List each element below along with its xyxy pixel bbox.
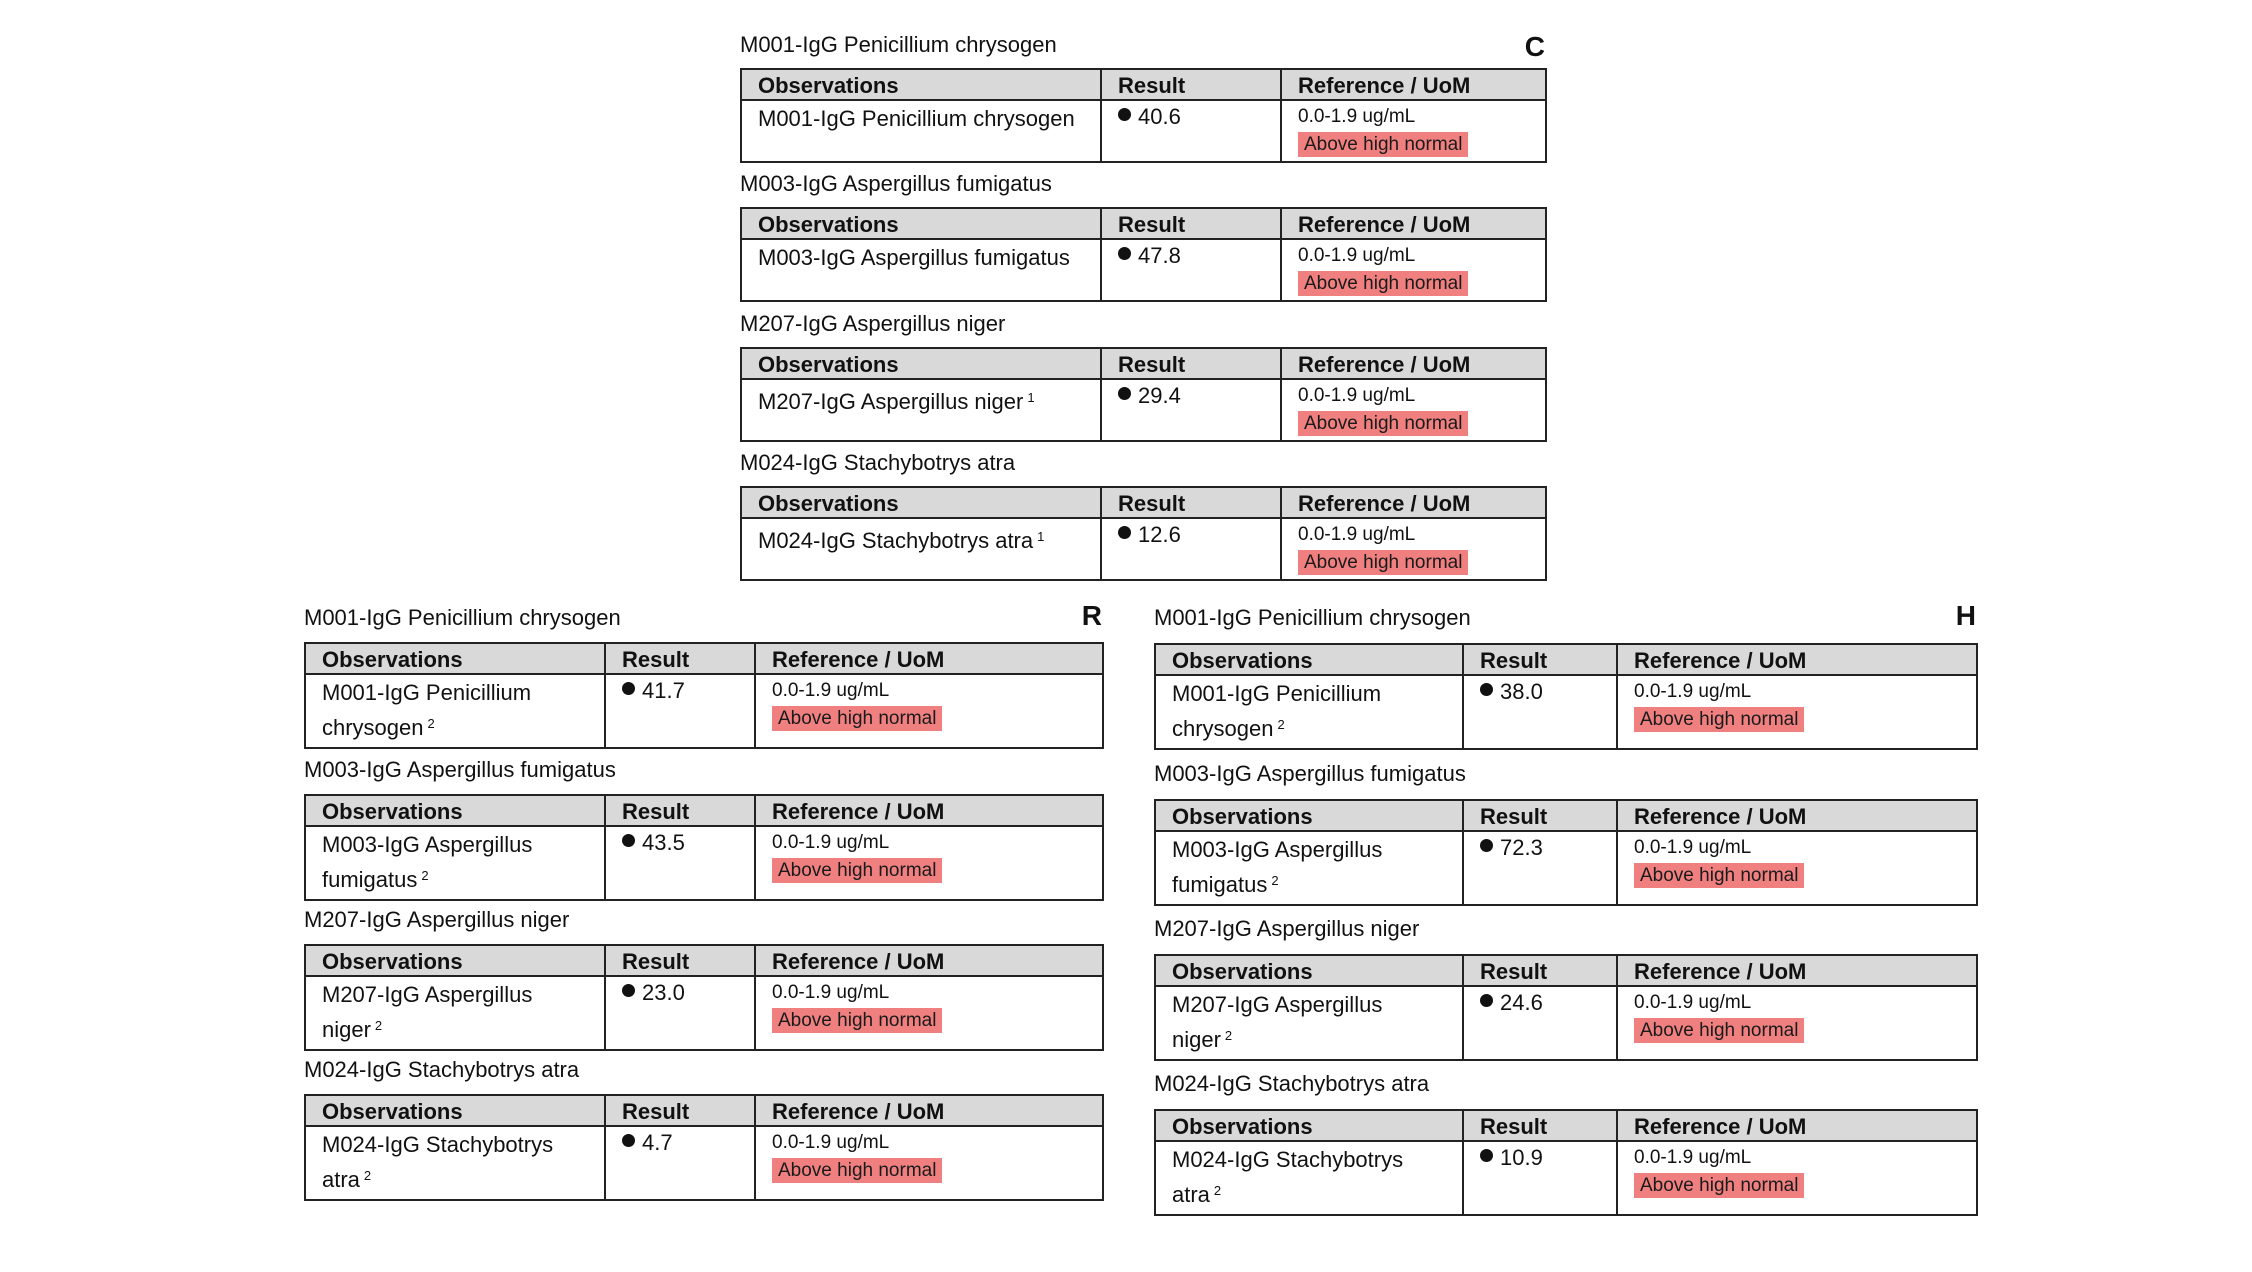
result-value: 29.4 xyxy=(1138,383,1181,408)
results-table xyxy=(740,68,1547,163)
status-flag: Above high normal xyxy=(772,706,942,731)
section-title: M207-IgG Aspergillus niger xyxy=(740,311,1006,336)
header-result: Result xyxy=(605,945,755,976)
header-observations: Observations xyxy=(741,69,1101,100)
result-cell xyxy=(1101,239,1281,301)
table-header-row xyxy=(741,69,1546,100)
result-cell xyxy=(1101,518,1281,580)
section-title: M003-IgG Aspergillus fumigatus xyxy=(1154,761,1466,786)
section-title: M024-IgG Stachybotrys atra xyxy=(1154,1071,1430,1096)
header-observations: Observations xyxy=(1155,1110,1463,1141)
result-cell xyxy=(1463,986,1617,1060)
bullet-dot-icon xyxy=(1118,526,1131,539)
header-reference: Reference / UoM xyxy=(1281,69,1546,100)
result-value: 40.6 xyxy=(1138,104,1181,129)
header-reference: Reference / UoM xyxy=(1281,348,1546,379)
section-title: M001-IgG Penicillium chrysogen xyxy=(304,605,621,630)
reference-range: 0.0-1.9 ug/mL xyxy=(1634,992,1752,1013)
bullet-dot-icon xyxy=(1118,387,1131,400)
observation-name: M207-IgG Aspergillus niger xyxy=(1172,992,1383,1052)
bullet-dot-icon xyxy=(1480,839,1493,852)
status-flag: Above high normal xyxy=(1634,707,1804,732)
observation-cell xyxy=(1155,1141,1463,1215)
bullet-dot-icon xyxy=(1480,994,1493,1007)
footnote-marker: 2 xyxy=(1224,1028,1233,1043)
reference-cell xyxy=(1617,831,1977,905)
header-reference: Reference / UoM xyxy=(1617,955,1977,986)
header-result: Result xyxy=(1463,955,1617,986)
results-table xyxy=(1154,799,1978,906)
observation-cell xyxy=(741,518,1101,580)
observation-cell xyxy=(1155,675,1463,749)
bullet-dot-icon xyxy=(1118,108,1131,121)
header-reference: Reference / UoM xyxy=(1617,800,1977,831)
results-table xyxy=(1154,954,1978,1061)
result-cell xyxy=(605,1126,755,1200)
results-table xyxy=(1154,643,1978,750)
panel-h xyxy=(1154,600,1976,1220)
status-flag: Above high normal xyxy=(1298,132,1468,157)
reference-range: 0.0-1.9 ug/mL xyxy=(1298,245,1416,266)
results-table xyxy=(740,347,1547,442)
reference-range: 0.0-1.9 ug/mL xyxy=(1298,385,1416,406)
header-observations: Observations xyxy=(305,1095,605,1126)
header-result: Result xyxy=(605,643,755,674)
section-title: M024-IgG Stachybotrys atra xyxy=(304,1057,580,1082)
result-cell xyxy=(1101,100,1281,162)
result-value: 10.9 xyxy=(1500,1145,1543,1170)
observation-cell xyxy=(305,674,605,748)
reference-cell xyxy=(1281,379,1546,441)
result-value: 38.0 xyxy=(1500,679,1543,704)
bullet-dot-icon xyxy=(622,682,635,695)
footnote-marker: 2 xyxy=(1277,717,1285,732)
table-row xyxy=(741,100,1546,162)
header-reference: Reference / UoM xyxy=(1281,487,1546,518)
section-title: M207-IgG Aspergillus niger xyxy=(304,907,570,932)
reference-cell xyxy=(755,674,1103,748)
header-result: Result xyxy=(605,795,755,826)
footnote-marker: 2 xyxy=(1271,873,1279,888)
observation-cell xyxy=(741,239,1101,301)
header-result: Result xyxy=(1101,69,1281,100)
reference-cell xyxy=(755,976,1103,1050)
bullet-dot-icon xyxy=(1118,247,1131,260)
result-value: 47.8 xyxy=(1138,243,1181,268)
observation-cell xyxy=(305,976,605,1050)
reference-range: 0.0-1.9 ug/mL xyxy=(1298,524,1416,545)
header-reference: Reference / UoM xyxy=(1617,644,1977,675)
header-reference: Reference / UoM xyxy=(755,643,1103,674)
table-header-row xyxy=(1155,1110,1977,1141)
header-observations: Observations xyxy=(305,643,605,674)
section-title: M003-IgG Aspergillus fumigatus xyxy=(304,757,616,782)
status-flag: Above high normal xyxy=(772,1008,942,1033)
header-reference: Reference / UoM xyxy=(755,795,1103,826)
reference-range: 0.0-1.9 ug/mL xyxy=(1634,681,1752,702)
observation-name: M207-IgG Aspergillus niger xyxy=(758,389,1024,414)
table-header-row xyxy=(305,795,1103,826)
observation-name: M003-IgG Aspergillus fumigatus xyxy=(758,245,1070,270)
reference-range: 0.0-1.9 ug/mL xyxy=(1634,1147,1752,1168)
reference-cell xyxy=(1617,675,1977,749)
status-flag: Above high normal xyxy=(1634,1018,1804,1043)
footnote-marker: 2 xyxy=(363,1168,372,1183)
result-cell xyxy=(1463,675,1617,749)
section-title: M207-IgG Aspergillus niger xyxy=(1154,916,1420,941)
reference-cell xyxy=(1281,239,1546,301)
observation-name: M024-IgG Stachybotrys atra xyxy=(322,1132,554,1192)
results-table xyxy=(1154,1109,1978,1216)
observation-cell xyxy=(1155,986,1463,1060)
table-header-row xyxy=(1155,955,1977,986)
observation-name: M207-IgG Aspergillus niger xyxy=(322,982,533,1042)
results-table xyxy=(304,944,1104,1051)
footnote-marker: 2 xyxy=(421,868,429,883)
bullet-dot-icon xyxy=(622,1134,635,1147)
observation-name: M024-IgG Stachybotrys atra xyxy=(1172,1147,1404,1207)
observation-cell xyxy=(305,1126,605,1200)
table-header-row xyxy=(305,643,1103,674)
table-header-row xyxy=(305,1095,1103,1126)
status-flag: Above high normal xyxy=(1634,1173,1804,1198)
observation-cell xyxy=(741,379,1101,441)
header-result: Result xyxy=(1101,487,1281,518)
header-observations: Observations xyxy=(741,487,1101,518)
footnote-marker: 1 xyxy=(1027,390,1035,405)
reference-cell xyxy=(1281,100,1546,162)
results-table xyxy=(740,486,1547,581)
header-observations: Observations xyxy=(1155,644,1463,675)
header-reference: Reference / UoM xyxy=(755,945,1103,976)
results-table xyxy=(304,794,1104,901)
header-reference: Reference / UoM xyxy=(1617,1110,1977,1141)
bullet-dot-icon xyxy=(1480,683,1493,696)
header-observations: Observations xyxy=(305,945,605,976)
result-cell xyxy=(605,976,755,1050)
results-table xyxy=(740,207,1547,302)
results-table xyxy=(304,642,1104,749)
table-row xyxy=(1155,675,1977,749)
header-result: Result xyxy=(1463,1110,1617,1141)
header-reference: Reference / UoM xyxy=(755,1095,1103,1126)
observation-name: M003-IgG Aspergillus fumigatus xyxy=(322,832,533,892)
table-header-row xyxy=(1155,800,1977,831)
table-header-row xyxy=(741,348,1546,379)
status-flag: Above high normal xyxy=(1298,271,1468,296)
status-flag: Above high normal xyxy=(1298,411,1468,436)
table-header-row xyxy=(305,945,1103,976)
reference-cell xyxy=(1617,986,1977,1060)
table-row xyxy=(305,674,1103,748)
bullet-dot-icon xyxy=(622,984,635,997)
observation-cell xyxy=(1155,831,1463,905)
table-row xyxy=(305,826,1103,900)
table-row xyxy=(1155,986,1977,1060)
panel-letter-h: H xyxy=(1955,600,1976,631)
reference-range: 0.0-1.9 ug/mL xyxy=(772,1132,890,1153)
bullet-dot-icon xyxy=(1480,1149,1493,1162)
header-observations: Observations xyxy=(741,208,1101,239)
reference-cell xyxy=(1617,1141,1977,1215)
result-value: 41.7 xyxy=(642,678,685,703)
section-title: M001-IgG Penicillium chrysogen xyxy=(1154,605,1471,630)
panel-r xyxy=(304,600,1102,1200)
table-row xyxy=(741,379,1546,441)
reference-range: 0.0-1.9 ug/mL xyxy=(1634,837,1752,858)
result-value: 12.6 xyxy=(1138,522,1181,547)
panel-letter-r: R xyxy=(1081,600,1102,631)
observation-name: M001-IgG Penicillium chrysogen xyxy=(1172,681,1382,741)
header-observations: Observations xyxy=(305,795,605,826)
observation-name: M003-IgG Aspergillus fumigatus xyxy=(1172,837,1383,897)
result-value: 72.3 xyxy=(1500,835,1543,860)
section-title: M003-IgG Aspergillus fumigatus xyxy=(740,171,1052,196)
reference-range: 0.0-1.9 ug/mL xyxy=(772,680,890,701)
result-cell xyxy=(1463,1141,1617,1215)
footnote-marker: 2 xyxy=(374,1018,383,1033)
table-row xyxy=(741,518,1546,580)
observation-name: M001-IgG Penicillium chrysogen xyxy=(322,680,532,740)
status-flag: Above high normal xyxy=(1634,863,1804,888)
footnote-marker: 2 xyxy=(1213,1183,1222,1198)
table-header-row xyxy=(741,487,1546,518)
reference-cell xyxy=(755,1126,1103,1200)
section-title: M001-IgG Penicillium chrysogen xyxy=(740,32,1057,57)
result-cell xyxy=(605,826,755,900)
footnote-marker: 2 xyxy=(427,716,435,731)
section-title: M024-IgG Stachybotrys atra xyxy=(740,450,1016,475)
header-result: Result xyxy=(1463,644,1617,675)
observation-cell xyxy=(305,826,605,900)
table-row xyxy=(1155,831,1977,905)
result-value: 23.0 xyxy=(642,980,685,1005)
header-result: Result xyxy=(1101,348,1281,379)
table-row xyxy=(305,976,1103,1050)
reference-range: 0.0-1.9 ug/mL xyxy=(1298,106,1416,127)
reference-cell xyxy=(755,826,1103,900)
table-row xyxy=(741,239,1546,301)
result-cell xyxy=(605,674,755,748)
header-observations: Observations xyxy=(1155,800,1463,831)
reference-range: 0.0-1.9 ug/mL xyxy=(772,832,890,853)
result-value: 24.6 xyxy=(1500,990,1543,1015)
results-table xyxy=(304,1094,1104,1201)
table-row xyxy=(1155,1141,1977,1215)
observation-name: M024-IgG Stachybotrys atra xyxy=(758,528,1034,553)
footnote-marker: 1 xyxy=(1037,529,1045,544)
panel-c xyxy=(740,28,1545,578)
status-flag: Above high normal xyxy=(772,858,942,883)
result-cell xyxy=(1463,831,1617,905)
observation-cell xyxy=(741,100,1101,162)
reference-cell xyxy=(1281,518,1546,580)
panel-letter-c: C xyxy=(1524,31,1545,62)
result-value: 4.7 xyxy=(642,1130,673,1155)
header-reference: Reference / UoM xyxy=(1281,208,1546,239)
reference-range: 0.0-1.9 ug/mL xyxy=(772,982,890,1003)
table-header-row xyxy=(741,208,1546,239)
result-value: 43.5 xyxy=(642,830,685,855)
observation-name: M001-IgG Penicillium chrysogen xyxy=(758,106,1075,131)
header-result: Result xyxy=(605,1095,755,1126)
table-header-row xyxy=(1155,644,1977,675)
header-result: Result xyxy=(1463,800,1617,831)
status-flag: Above high normal xyxy=(1298,550,1468,575)
header-result: Result xyxy=(1101,208,1281,239)
bullet-dot-icon xyxy=(622,834,635,847)
result-cell xyxy=(1101,379,1281,441)
header-observations: Observations xyxy=(1155,955,1463,986)
header-observations: Observations xyxy=(741,348,1101,379)
table-row xyxy=(305,1126,1103,1200)
status-flag: Above high normal xyxy=(772,1158,942,1183)
